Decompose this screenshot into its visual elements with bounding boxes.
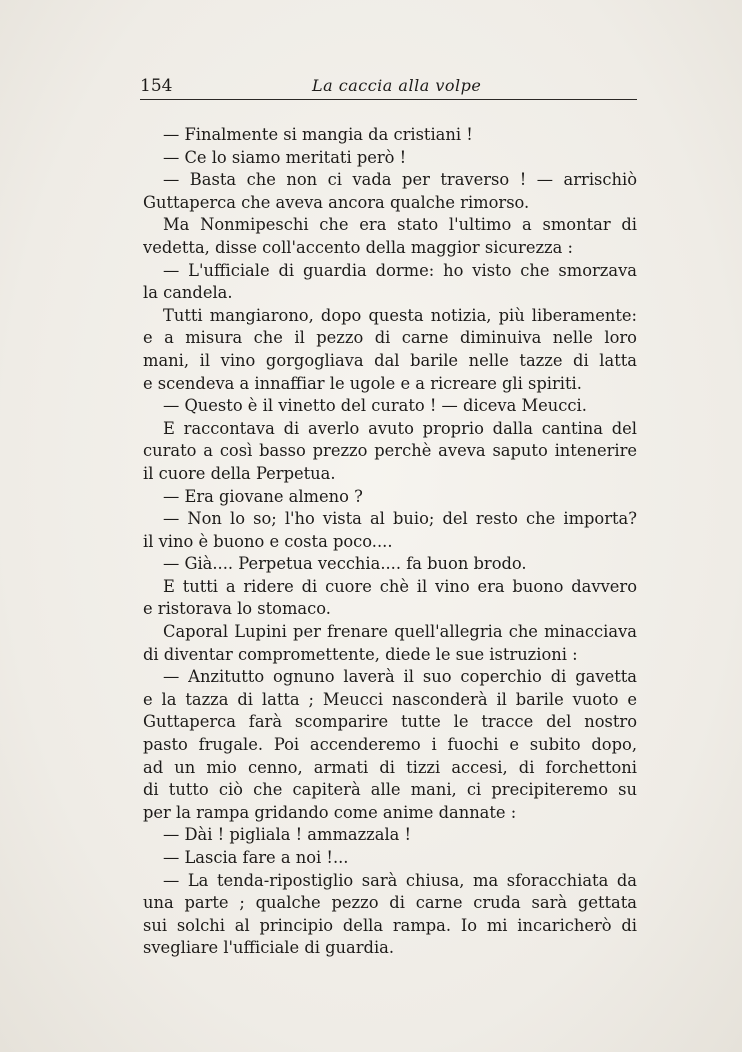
text-line: mani, il vino gorgogliava dal barile nelle tazze di latta	[143, 350, 637, 370]
page-header	[140, 76, 637, 100]
text-line: — Questo è il vinetto del curato ! — diceva Meucci.	[163, 396, 587, 416]
text-line: la candela.	[143, 283, 233, 303]
text-line: una parte ; qualche pezzo di carne cruda sarà gettata	[143, 893, 637, 913]
text-line: E tutti a ridere di cuore chè il vino era buono davvero	[163, 576, 637, 596]
text-line: Caporal Lupini per frenare quell'allegria che minacciava	[163, 622, 637, 642]
text-line: — Basta che non ci vada per traverso ! — arrischiò	[163, 170, 637, 190]
text-line: Guttaperca che aveva ancora qualche rimorso.	[143, 192, 530, 212]
text-line: — Finalmente si mangia da cristiani !	[163, 125, 473, 144]
text-line: — Ce lo siamo meritati però !	[163, 147, 407, 167]
text-line: Ma Nonmipeschi che era stato l'ultimo a smontar di	[163, 215, 637, 235]
text-line: E raccontava di averlo avuto proprio dalla cantina del	[163, 418, 637, 438]
text-line: ad un mio cenno, armati di tizzi accesi, di forchettoni	[143, 757, 637, 777]
text-line: di diventar compromettente, diede le sue istruzioni :	[143, 644, 578, 664]
text-line: e a misura che il pezzo di carne diminuiva nelle loro	[143, 328, 637, 348]
page-number: 154	[140, 76, 173, 96]
text-line: pasto frugale. Poi accenderemo i fuochi e subito dopo,	[143, 735, 637, 755]
text-line: vedetta, disse coll'accento della maggior sicurezza :	[143, 237, 573, 257]
text-line: e scendeva a innaffiar le ugole e a ricreare gli spiriti.	[143, 373, 582, 393]
text-line: e la tazza di latta ; Meucci nasconderà il barile vuoto e	[143, 689, 637, 709]
text-line: — Non lo so; l'ho vista al buio; del resto che importa?	[163, 509, 637, 529]
text-line: — Lascia fare a noi !...	[163, 848, 349, 867]
text-line: Guttaperca farà scomparire tutte le tracce del nostro	[143, 712, 637, 732]
text-line: sui solchi al principio della rampa. Io mi incaricherò di	[143, 915, 637, 935]
text-line: — Anzitutto ognuno laverà il suo coperchio di gavetta	[163, 667, 637, 687]
header-rule	[140, 99, 637, 100]
body-text	[143, 124, 637, 960]
text-line: — L'ufficiale di guardia dorme: ho visto che smorzava	[163, 260, 637, 280]
text-line: — Già.... Perpetua vecchia.... fa buon brodo.	[163, 554, 527, 574]
text-line: — Dài ! pigliala ! ammazzala !	[163, 825, 412, 845]
text-line: — La tenda-ripostiglio sarà chiusa, ma sforacchiata da	[163, 870, 637, 890]
text-line: di tutto ciò che capiterà alle mani, ci precipiteremo su	[143, 780, 637, 800]
running-title: La caccia alla volpe	[312, 76, 482, 95]
text-line: — Era giovane almeno ?	[163, 486, 363, 506]
text-line: e ristorava lo stomaco.	[143, 599, 331, 619]
text-line: il vino è buono e costa poco....	[143, 531, 393, 551]
text-line: per la rampa gridando come anime dannate :	[143, 802, 517, 822]
text-line: curato a così basso prezzo perchè aveva saputo intenerire	[143, 441, 637, 461]
text-line: Tutti mangiarono, dopo questa notizia, più liberamente:	[163, 305, 637, 325]
text-line: il cuore della Perpetua.	[143, 463, 336, 483]
text-line: svegliare l'ufficiale di guardia.	[143, 938, 395, 958]
